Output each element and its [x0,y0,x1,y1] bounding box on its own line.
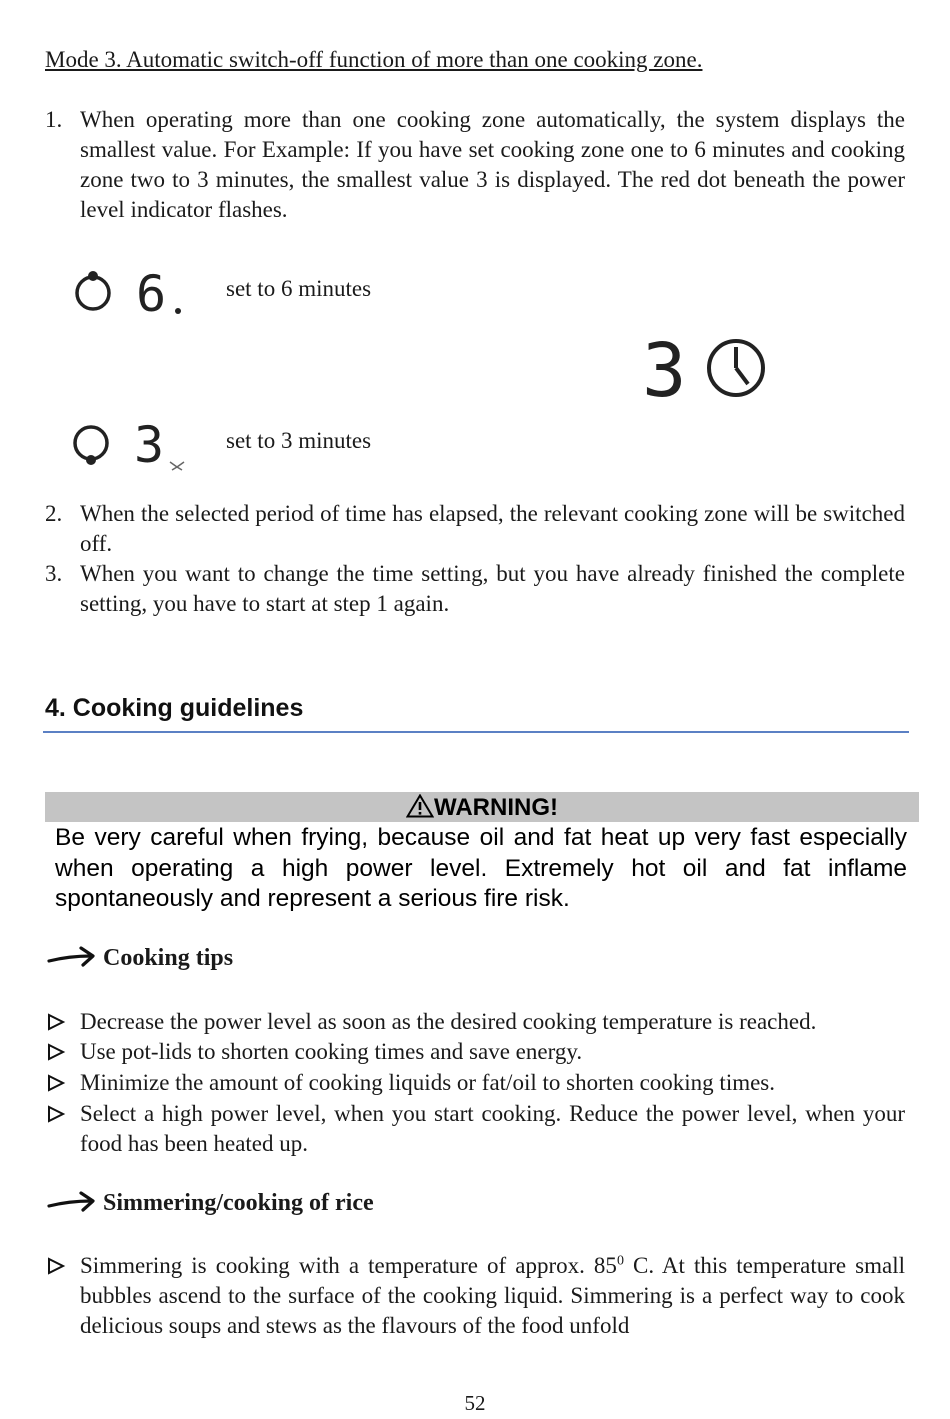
list-item: Decrease the power level as soon as the desired cooking temperature is reached. [80,1009,817,1034]
list-item: Simmering is cooking with a temperature of approx. $85^0$ C. At this temperature small bubbles ascend to the surface of the cooking liquid. Simmering is a perfect way to cook delicious soups and stews as the flavours of the food unfold [80,1253,905,1338]
bullet-arrow-icon [45,1007,69,1037]
bullet-arrow-icon [45,1037,69,1067]
display-digit: 3 [642,334,687,404]
section-heading: 4. Cooking guidelines [45,694,304,722]
cooking-tips-heading: Cooking tips [103,945,234,971]
step-number: 1. [45,107,63,132]
bullet-arrow-icon [45,1251,69,1281]
bullet-arrow-icon [45,1068,69,1098]
warning-text: Be very careful when frying, because oil and fat heat up very fast especially when operating a high power level. Extremely hot oil and fat inflame spontaneously and represent a serious fire risk. [55,824,907,912]
zone-dial-icon [70,265,190,317]
mode-title: Mode 3. Automatic switch-off function of more than one cooking zone. [45,47,703,72]
step-text: When the selected period of time has elapsed, the relevant cooking zone will be switched off. [80,501,905,556]
warning-triangle-icon [406,794,434,818]
page-number: 52 [464,1391,486,1415]
display-digit: 3 [134,418,165,474]
list-item: Use pot-lids to shorten cooking times and save energy. [80,1039,583,1064]
step-number: 3. [45,561,63,586]
display-example-3 [66,418,196,474]
section-divider [43,731,909,733]
example-label: set to 6 minutes [226,276,372,301]
warning-bar [45,792,919,822]
zone-dial-icon [66,418,196,474]
warning-title: WARNING! [434,794,558,821]
list-item: Select a high power level, when you start cooking. Reduce the power level, when your food has been heated up. [80,1101,905,1156]
arrow-icon [47,944,97,972]
flashing-dot-icon [170,462,184,470]
step-text: When operating more than one cooking zone automatically, the system displays the smallest value. For Example: If you have set cooking zone one to 6 minutes and cooking zone two to 3 minutes, the smallest value 3 is displayed. The red dot beneath the power level indicator flashes. [80,107,905,222]
combined-display [640,334,770,404]
arrow-icon [47,1189,97,1217]
step-text: When you want to change the time setting, but you have already finished the complete setting, you have to start at step 1 again. [80,561,905,616]
bullet-arrow-icon [45,1099,69,1129]
simmering-heading: Simmering/cooking of rice [103,1190,374,1216]
step-number: 2. [45,501,63,526]
example-label: set to 3 minutes [226,428,372,453]
display-example-6 [70,265,190,317]
clock-icon [709,341,763,395]
display-digit: 6 [136,265,167,317]
list-item: Minimize the amount of cooking liquids or fat/oil to shorten cooking times. [80,1070,776,1095]
